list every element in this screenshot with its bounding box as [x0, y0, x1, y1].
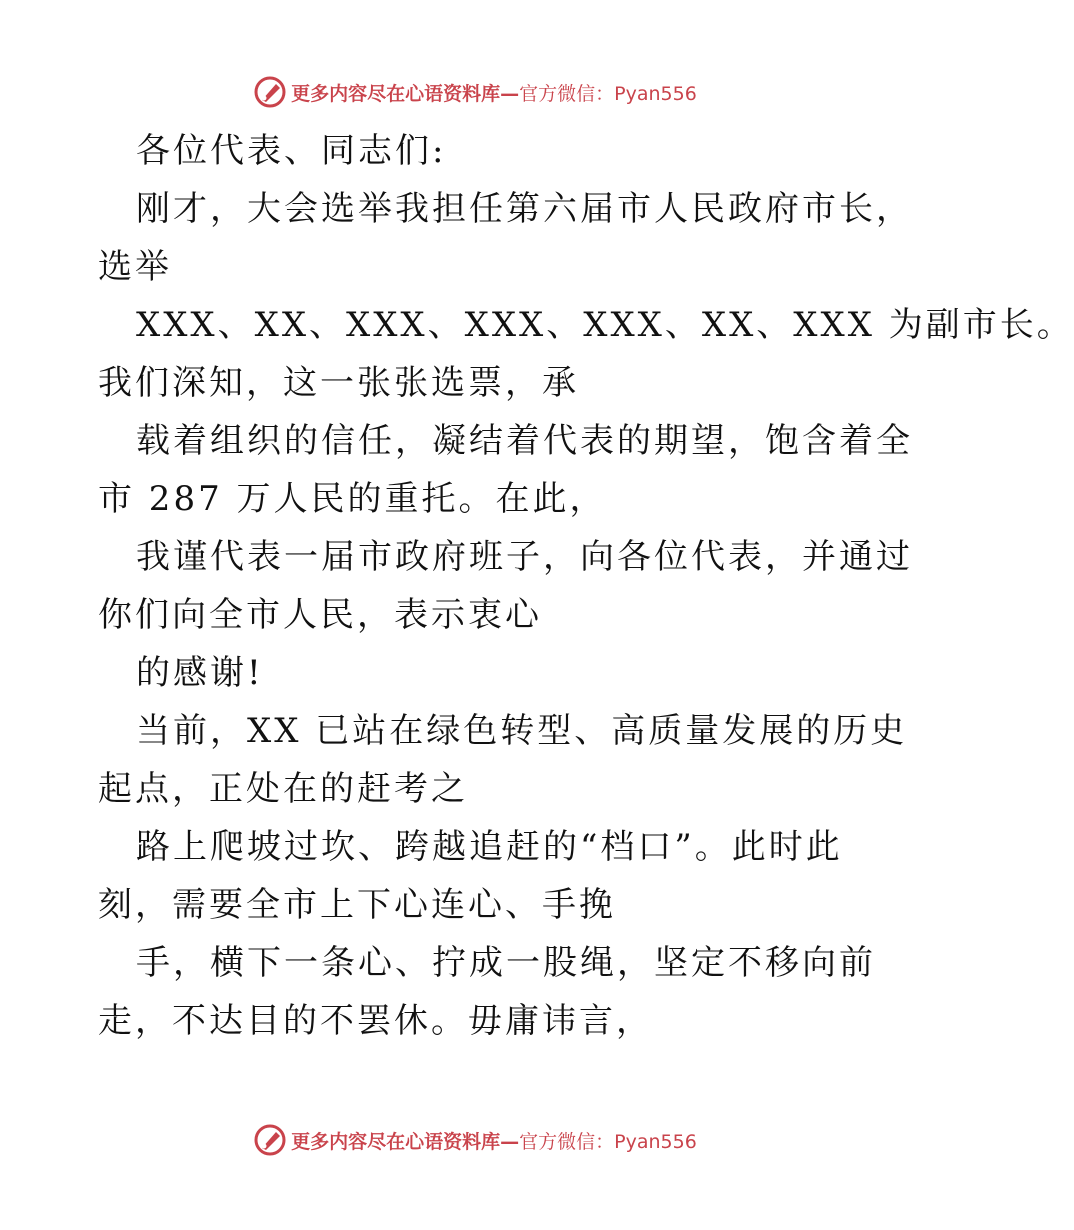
banner-main: 更多内容尽在心语资料库—	[291, 82, 520, 105]
paragraph-line: 起点，正处在的赶考之	[98, 769, 468, 809]
pen-logo-icon	[253, 1123, 287, 1157]
paragraph-line: 走，不达目的不罢休。毋庸讳言，	[98, 1001, 653, 1041]
banner-main: 更多内容尽在心语资料库—	[291, 1130, 520, 1153]
banner-wechat: 官方微信：Pyan556	[519, 82, 697, 105]
paragraph-line: 手，横下一条心、拧成一股绳，坚定不移向前	[136, 943, 876, 983]
paragraph-line: 刚才，大会选举我担任第六届市人民政府市长，	[136, 189, 913, 229]
banner-text	[291, 79, 697, 106]
paragraph-line: 刻，需要全市上下心连心、手挽	[98, 885, 616, 925]
banner-text	[291, 1127, 697, 1154]
paragraph-line: 选举	[98, 247, 172, 287]
footer-banner	[0, 1120, 950, 1160]
paragraph-line: 我们深知，这一张张选票，承	[98, 363, 579, 403]
paragraph-line: 你们向全市人民，表示衷心	[98, 595, 542, 635]
pen-logo-icon	[253, 75, 287, 109]
paragraph-line: 的感谢!	[136, 653, 264, 693]
paragraph-line: 路上爬坡过坎、跨越追赶的“档口”。此时此	[136, 827, 843, 867]
document-body	[98, 122, 1074, 1050]
paragraph-line: 当前，XX 已站在绿色转型、高质量发展的历史	[136, 711, 908, 751]
banner-wechat: 官方微信：Pyan556	[519, 1130, 697, 1153]
paragraph-line: XXX、XX、XXX、XXX、XXX、XX、XXX 为副市长。	[136, 305, 1074, 345]
paragraph-line: 我谨代表一届市政府班子，向各位代表，并通过	[136, 537, 913, 577]
paragraph-line: 载着组织的信任，凝结着代表的期望，饱含着全	[136, 421, 913, 461]
paragraph-line: 市 287 万人民的重托。在此，	[98, 479, 607, 519]
header-banner	[0, 72, 950, 112]
paragraph-line: 各位代表、同志们:	[136, 131, 447, 171]
